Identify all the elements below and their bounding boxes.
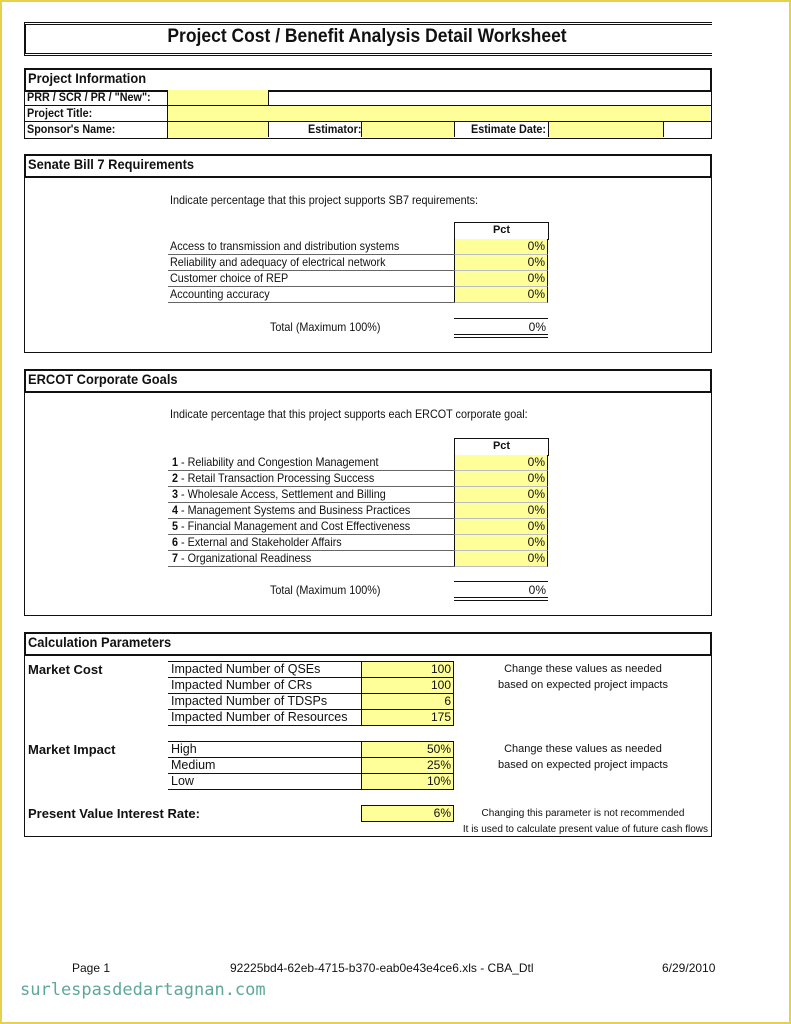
market-impact-row-line	[168, 789, 361, 790]
sb7-row-label: Customer choice of REP	[170, 271, 289, 285]
estimator-label: Estimator:	[308, 122, 362, 136]
ercot-total-value: 0%	[528, 583, 546, 597]
page-title: Project Cost / Benefit Analysis Detail Worksheet	[167, 26, 567, 47]
sponsor-input[interactable]	[168, 122, 269, 137]
sb7-intro: Indicate percentage that this project supports SB7 requirements:	[170, 193, 478, 207]
sb7-row-pct[interactable]: 0%	[454, 287, 548, 303]
ercot-goal-label: - Organizational Readiness	[178, 551, 312, 565]
ercot-total-label: Total (Maximum 100%)	[270, 583, 381, 597]
sb7-pct-header: Pct	[492, 224, 511, 236]
sb7-row-label: Access to transmission and distribution systems	[170, 239, 400, 253]
sb7-row-line	[168, 302, 454, 303]
ercot-title: ERCOT Corporate Goals	[28, 371, 178, 387]
market-impact-row-label: High	[171, 742, 197, 756]
ercot-goal-row	[172, 455, 379, 469]
ercot-goal-pct[interactable]: 0%	[454, 471, 548, 487]
ercot-goal-row	[172, 471, 374, 485]
ercot-goal-number: 5	[172, 519, 179, 533]
pv-rate-label: Present Value Interest Rate:	[28, 806, 200, 821]
pv-rate-input[interactable]: 6%	[361, 805, 454, 822]
ercot-goal-number: 6	[172, 535, 179, 549]
sb7-row-label: Reliability and adequacy of electrical network	[170, 255, 386, 269]
market-cost-row-label: Impacted Number of TDSPs	[171, 694, 328, 708]
market-impact-row-line	[168, 773, 361, 774]
footer-date: 6/29/2010	[662, 961, 716, 975]
estimate-date-label: Estimate Date:	[471, 122, 547, 136]
market-cost-row-label: Impacted Number of QSEs	[171, 662, 321, 676]
ercot-intro: Indicate percentage that this project supports each ERCOT corporate goal:	[170, 407, 528, 421]
ercot-goal-number: 4	[172, 503, 179, 517]
market-cost-row-label: Impacted Number of Resources	[171, 710, 348, 724]
project-title-label: Project Title:	[27, 106, 93, 120]
market-impact-row-label: Low	[171, 774, 194, 788]
market-impact-row-value[interactable]: 25%	[361, 757, 454, 774]
estimator-input[interactable]	[361, 122, 455, 137]
ercot-goal-pct[interactable]: 0%	[454, 535, 548, 551]
ercot-goal-row	[172, 487, 386, 501]
ercot-goal-label: - Wholesale Access, Settlement and Billing	[178, 487, 386, 501]
ercot-goal-row	[172, 503, 410, 517]
project-info-title: Project Information	[28, 70, 147, 86]
ercot-goal-pct[interactable]: 0%	[454, 551, 548, 567]
pv-note-2: It is used to calculate present value of future cash flows	[462, 824, 708, 835]
sb7-row-pct[interactable]: 0%	[454, 271, 548, 287]
ercot-goal-pct[interactable]: 0%	[454, 487, 548, 503]
watermark: surlespasdedartagnan.com	[20, 980, 266, 1000]
ercot-pct-header: Pct	[492, 440, 511, 452]
sb7-row-label: Accounting accuracy	[170, 287, 270, 301]
prr-input[interactable]	[168, 90, 269, 105]
market-impact-row-value[interactable]: 10%	[361, 773, 454, 790]
sb7-total-value: 0%	[528, 320, 546, 334]
ercot-goal-label: - External and Stakeholder Affairs	[178, 535, 342, 549]
project-title-input[interactable]	[168, 106, 710, 121]
market-cost-row-value[interactable]: 6	[361, 693, 454, 710]
market-cost-row-label: Impacted Number of CRs	[171, 678, 313, 692]
ercot-goal-number: 2	[172, 471, 179, 485]
market-cost-row-line	[168, 725, 361, 726]
ercot-goal-pct[interactable]: 0%	[454, 519, 548, 535]
ercot-goal-row	[172, 551, 311, 565]
market-cost-row-value[interactable]: 100	[361, 677, 454, 694]
sb7-row-pct[interactable]: 0%	[454, 255, 548, 271]
footer-page: Page 1	[72, 961, 111, 975]
market-cost-note-1: Change these values as needed	[504, 663, 662, 675]
ercot-goal-label: - Financial Management and Cost Effectiveness	[178, 519, 411, 533]
market-impact-top-line	[168, 741, 361, 742]
market-impact-note-2: based on expected project impacts	[498, 759, 668, 771]
ercot-goal-label: - Reliability and Congestion Management	[178, 455, 379, 469]
ercot-goal-number: 3	[172, 487, 179, 501]
sb7-title: Senate Bill 7 Requirements	[28, 156, 195, 172]
ercot-goal-number: 1	[172, 455, 179, 469]
market-impact-row-value[interactable]: 50%	[361, 741, 454, 758]
ercot-row-line	[168, 566, 454, 567]
market-impact-row-label: Medium	[171, 758, 216, 772]
market-cost-row-value[interactable]: 175	[361, 709, 454, 726]
prr-label: PRR / SCR / PR / "New":	[27, 90, 151, 104]
pv-note-1: Changing this parameter is not recommended	[481, 808, 685, 819]
market-cost-label: Market Cost	[28, 662, 103, 677]
sb7-total-label: Total (Maximum 100%)	[270, 320, 381, 334]
estimate-date-input[interactable]	[548, 122, 664, 137]
market-impact-note-1: Change these values as needed	[504, 743, 662, 755]
market-impact-label: Market Impact	[28, 742, 116, 757]
sponsor-label: Sponsor's Name:	[27, 122, 116, 136]
calc-title: Calculation Parameters	[28, 634, 172, 650]
sb7-row-pct[interactable]: 0%	[454, 239, 548, 255]
ercot-goal-number: 7	[172, 551, 179, 565]
market-cost-note-2: based on expected project impacts	[498, 679, 668, 691]
ercot-goal-pct[interactable]: 0%	[454, 503, 548, 519]
footer-file: 92225bd4-62eb-4715-b370-eab0e43e4ce6.xls - CBA_Dtl	[230, 961, 534, 975]
market-cost-row-value[interactable]: 100	[361, 661, 454, 678]
ercot-goal-pct[interactable]: 0%	[454, 455, 548, 471]
ercot-goal-label: - Retail Transaction Processing Success	[178, 471, 375, 485]
ercot-goal-row	[172, 535, 342, 549]
ercot-goal-row	[172, 519, 410, 533]
market-cost-top-line	[168, 661, 361, 662]
ercot-goal-label: - Management Systems and Business Practices	[178, 503, 411, 517]
